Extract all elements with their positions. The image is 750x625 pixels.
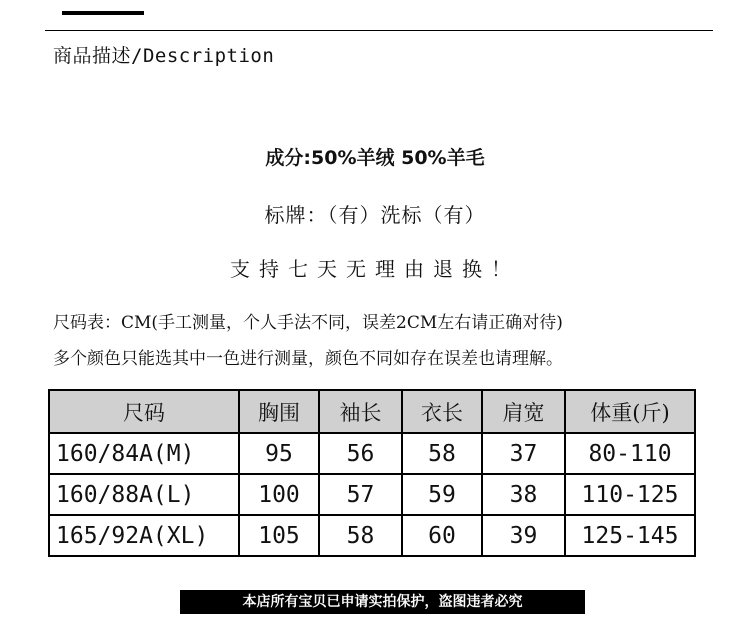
table-row bbox=[49, 474, 695, 515]
header-divider bbox=[45, 30, 713, 31]
weight-cell: 125-145 bbox=[565, 515, 695, 556]
chest-cell: 100 bbox=[239, 474, 319, 515]
size-cell: 160/84A(M) bbox=[49, 433, 239, 474]
table-row bbox=[49, 515, 695, 556]
table-row bbox=[49, 433, 695, 474]
labels-text: 标牌：（有）洗标（有） bbox=[264, 203, 486, 227]
sleeve-cell: 58 bbox=[319, 515, 402, 556]
size-table bbox=[48, 389, 696, 557]
shoulder-cell: 37 bbox=[482, 433, 565, 474]
length-cell: 58 bbox=[402, 433, 482, 474]
length-cell: 60 bbox=[402, 515, 482, 556]
size-cell: 160/88A(L) bbox=[49, 474, 239, 515]
shoulder-cell: 39 bbox=[482, 515, 565, 556]
header-weight: 体重(斤) bbox=[565, 390, 695, 433]
sleeve-cell: 57 bbox=[319, 474, 402, 515]
returns-policy-text: 支持七天无理由退换！ bbox=[230, 257, 520, 281]
header-size: 尺码 bbox=[49, 390, 239, 433]
section-title: 商品描述/Description bbox=[53, 45, 275, 67]
header-accent-bar bbox=[62, 11, 144, 15]
sleeve-cell: 56 bbox=[319, 433, 402, 474]
color-measurement-note: 多个颜色只能选其中一色进行测量，颜色不同如存在误差也请理解。 bbox=[53, 349, 563, 369]
composition-text: 成分:50%羊绒 50%羊毛 bbox=[265, 147, 485, 169]
chest-cell: 95 bbox=[239, 433, 319, 474]
header-length: 衣长 bbox=[402, 390, 482, 433]
header-chest: 胸围 bbox=[239, 390, 319, 433]
chest-cell: 105 bbox=[239, 515, 319, 556]
weight-cell: 80-110 bbox=[565, 433, 695, 474]
size-table-note: 尺码表：CM(手工测量，个人手法不同，误差2CM左右请正确对待) bbox=[53, 313, 563, 333]
table-header-row bbox=[49, 390, 695, 433]
weight-cell: 110-125 bbox=[565, 474, 695, 515]
length-cell: 59 bbox=[402, 474, 482, 515]
shoulder-cell: 38 bbox=[482, 474, 565, 515]
header-sleeve: 袖长 bbox=[319, 390, 402, 433]
header-shoulder: 肩宽 bbox=[482, 390, 565, 433]
copyright-notice-banner: 本店所有宝贝已申请实拍保护，盗图违者必究 bbox=[180, 590, 585, 614]
size-cell: 165/92A(XL) bbox=[49, 515, 239, 556]
